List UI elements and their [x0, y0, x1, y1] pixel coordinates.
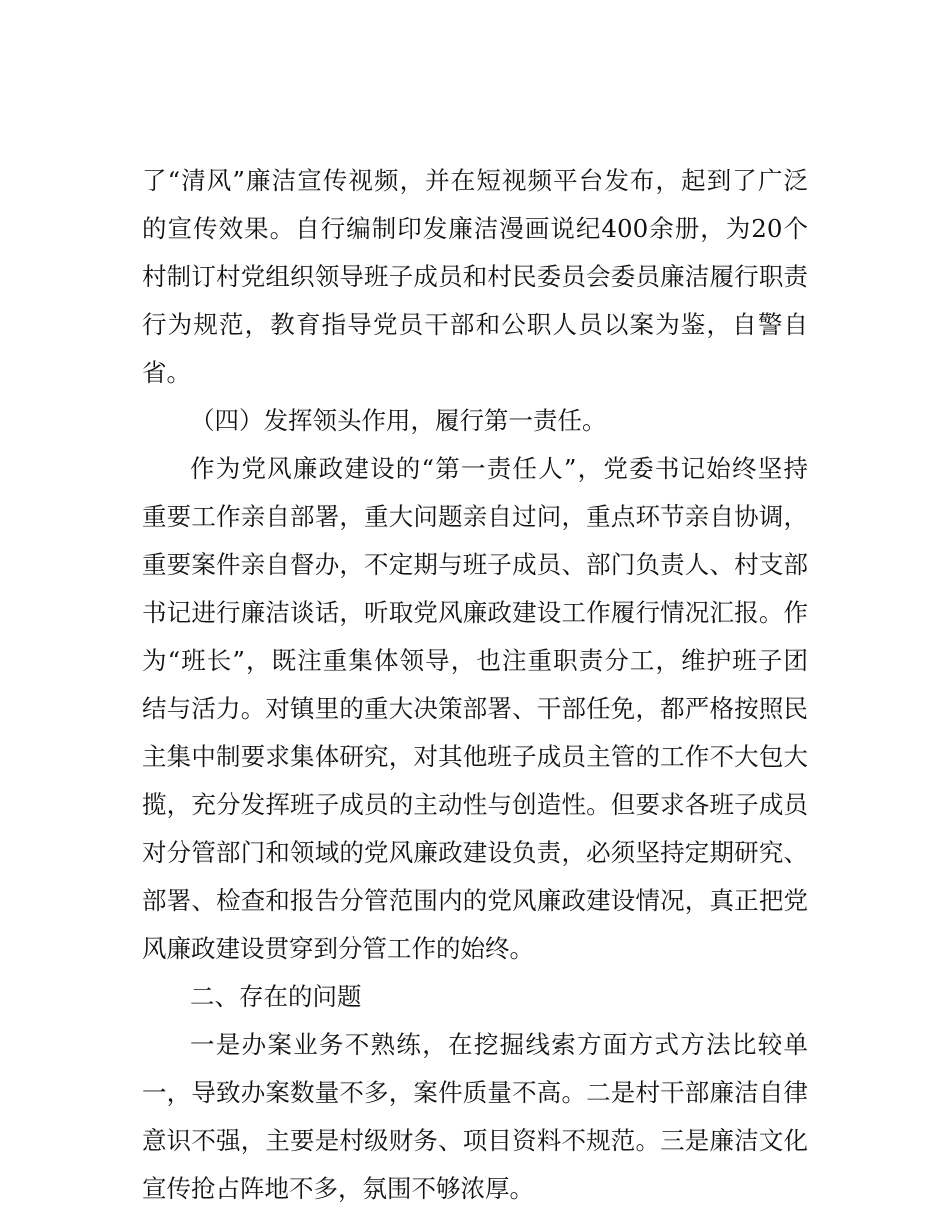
- paragraph-line: 揽，充分发挥班子成员的主动性与创造性。但要求各班子成员: [142, 790, 808, 819]
- paragraph-line: 重要工作亲自部署，重大问题亲自过问，重点环节亲自协调，: [142, 502, 808, 531]
- paragraph-line: 的宣传效果。自行编制印发廉洁漫画说纪400余册，为20个: [142, 214, 808, 243]
- paragraph-line: 村制订村党组织领导班子成员和村民委员会委员廉洁履行职责: [142, 262, 808, 291]
- paragraph-line: 一是办案业务不熟练，在挖掘线索方面方式方法比较单: [190, 1030, 808, 1059]
- paragraph-line: 宣传抢占阵地不多，氛围不够浓厚。: [142, 1174, 534, 1203]
- paragraph-line: 结与活力。对镇里的重大决策部署、干部任免，都严格按照民: [142, 694, 808, 723]
- paragraph-line: 作为党风廉政建设的“第一责任人”，党委书记始终坚持: [190, 454, 808, 483]
- paragraph-line: 部署、检查和报告分管范围内的党风廉政建设情况，真正把党: [142, 886, 808, 915]
- paragraph-line: 对分管部门和领域的党风廉政建设负责，必须坚持定期研究、: [142, 838, 808, 867]
- paragraph-line: 省。: [142, 358, 191, 387]
- section-heading: 二、存在的问题: [190, 982, 362, 1011]
- paragraph-line: 了“清风”廉洁宣传视频，并在短视频平台发布，起到了广泛: [142, 166, 808, 195]
- section-heading: （四）发挥领头作用，履行第一责任。: [190, 406, 607, 435]
- paragraph-line: 行为规范，教育指导党员干部和公职人员以案为鉴，自警自: [142, 310, 808, 339]
- paragraph-line: 为“班长”，既注重集体领导，也注重职责分工，维护班子团: [142, 646, 808, 675]
- paragraph-line: 重要案件亲自督办，不定期与班子成员、部门负责人、村支部: [142, 550, 808, 579]
- paragraph-line: 风廉政建设贯穿到分管工作的始终。: [142, 934, 534, 963]
- paragraph-line: 一，导致办案数量不多，案件质量不高。二是村干部廉洁自律: [142, 1078, 808, 1107]
- paragraph-line: 意识不强，主要是村级财务、项目资料不规范。三是廉洁文化: [142, 1126, 808, 1155]
- paragraph-line: 主集中制要求集体研究，对其他班子成员主管的工作不大包大: [142, 742, 808, 771]
- paragraph-line: 书记进行廉洁谈话，听取党风廉政建设工作履行情况汇报。作: [142, 598, 808, 627]
